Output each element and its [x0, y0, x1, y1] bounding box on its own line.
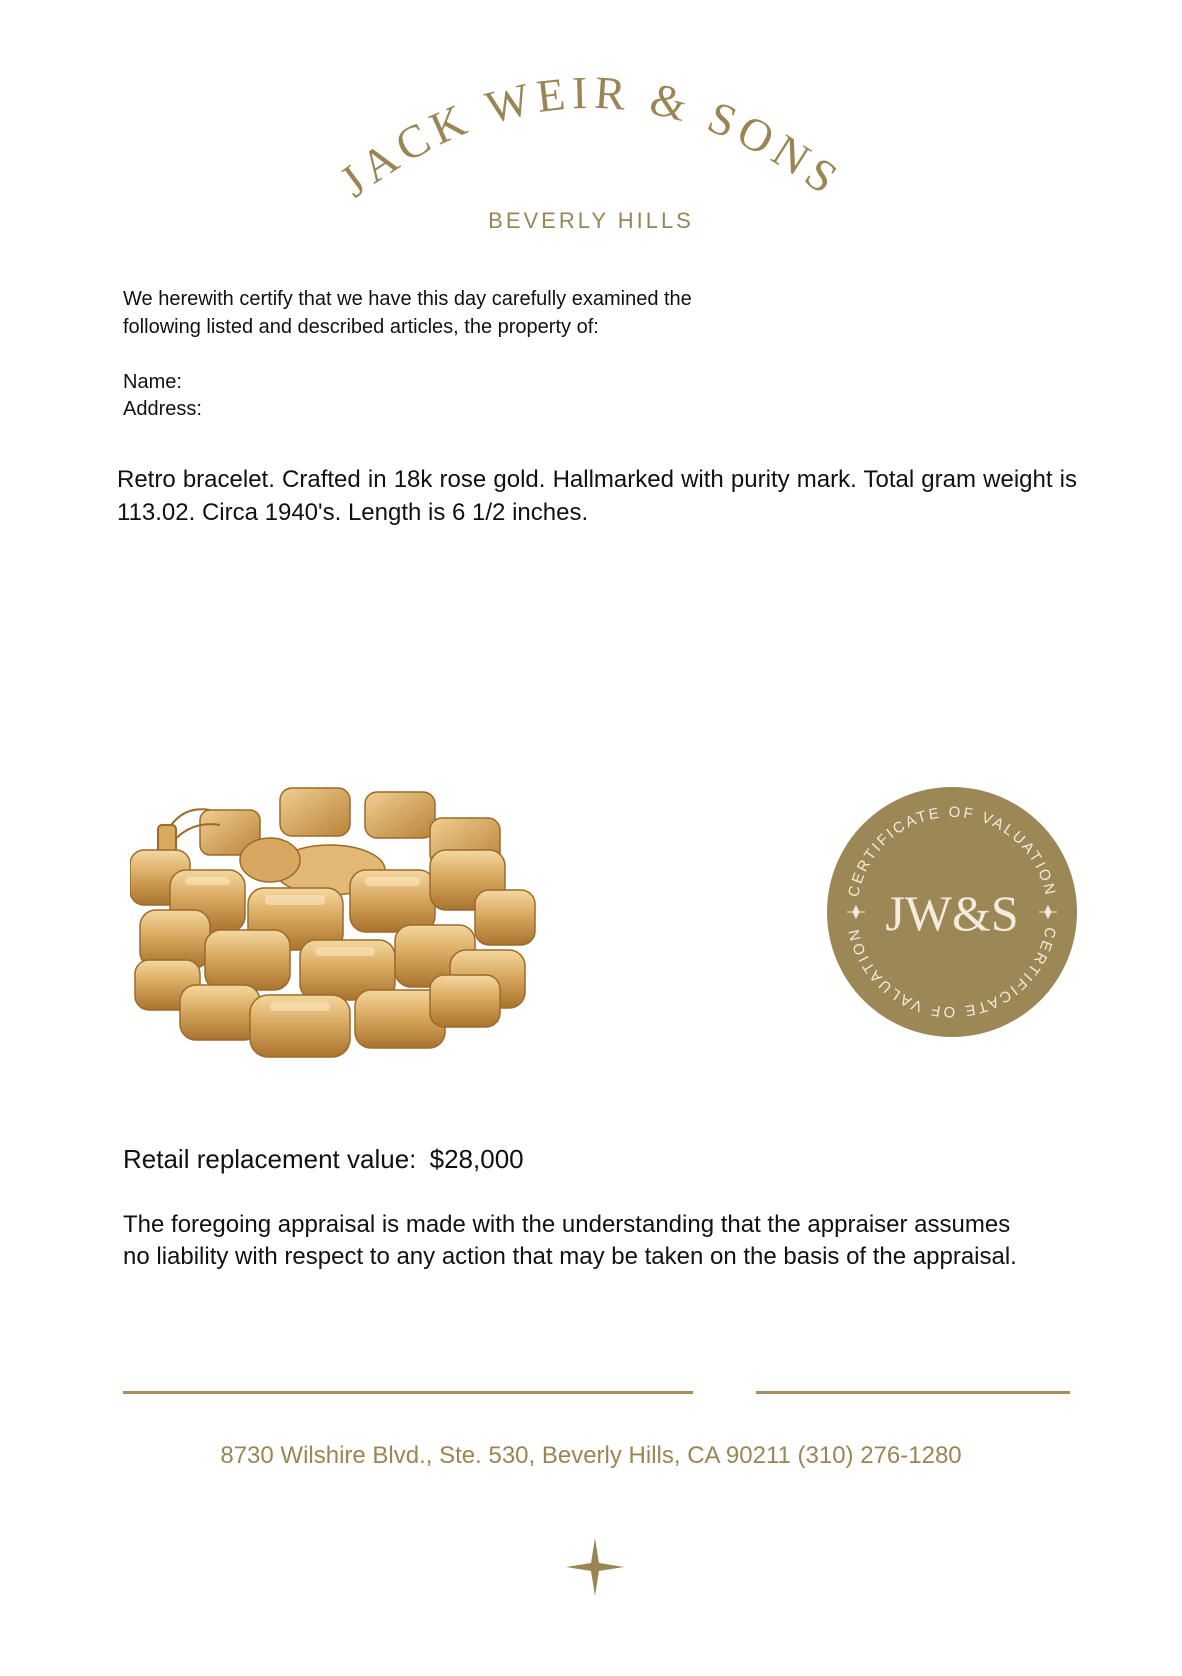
retail-value-amount: $28,000 [429, 1144, 524, 1174]
address-label: Address: [123, 398, 202, 420]
brand-name-path: JACK WEIR & SONS [330, 68, 852, 207]
certificate-seal [825, 785, 1079, 1039]
appraisal-disclaimer: The foregoing appraisal is made with the understanding that the appraiser assumes no liability with respect to any action that may be taken on the basis of the appraisal. [123, 1211, 1017, 1270]
item-description: Retro bracelet. Crafted in 18k rose gold. Hallmarked with purity mark. Total gram weight is 113.02. Circa 1940's. Length is 6 1/2 inches. [117, 466, 1077, 526]
brand-location: BEVERLY HILLS [488, 208, 694, 233]
seal-ring-text-top: CERTIFICATE OF VALUATION [845, 803, 1059, 899]
seal-monogram: JW&S [885, 885, 1019, 941]
retail-value [123, 1142, 524, 1176]
brand-logo [291, 68, 891, 258]
name-label: Name: [123, 371, 182, 393]
intro-line-1: We herewith certify that we have this day carefully examined the [123, 288, 692, 310]
brand-name [330, 68, 851, 207]
signature-line-left [123, 1391, 693, 1394]
retail-value-label: Retail replacement value: [123, 1144, 417, 1174]
gold-bracelet-image [130, 780, 550, 1070]
intro-text [123, 285, 903, 341]
signature-line-right [756, 1391, 1070, 1394]
intro-line-2: following listed and described articles, the property of: [123, 316, 599, 338]
four-point-star-icon [566, 1538, 624, 1596]
footer-address: 8730 Wilshire Blvd., Ste. 530, Beverly Hills, CA 90211 (310) 276-1280 [220, 1442, 962, 1469]
seal-ring-text-bottom: CERTIFICATE OF VALUATION [845, 925, 1059, 1021]
